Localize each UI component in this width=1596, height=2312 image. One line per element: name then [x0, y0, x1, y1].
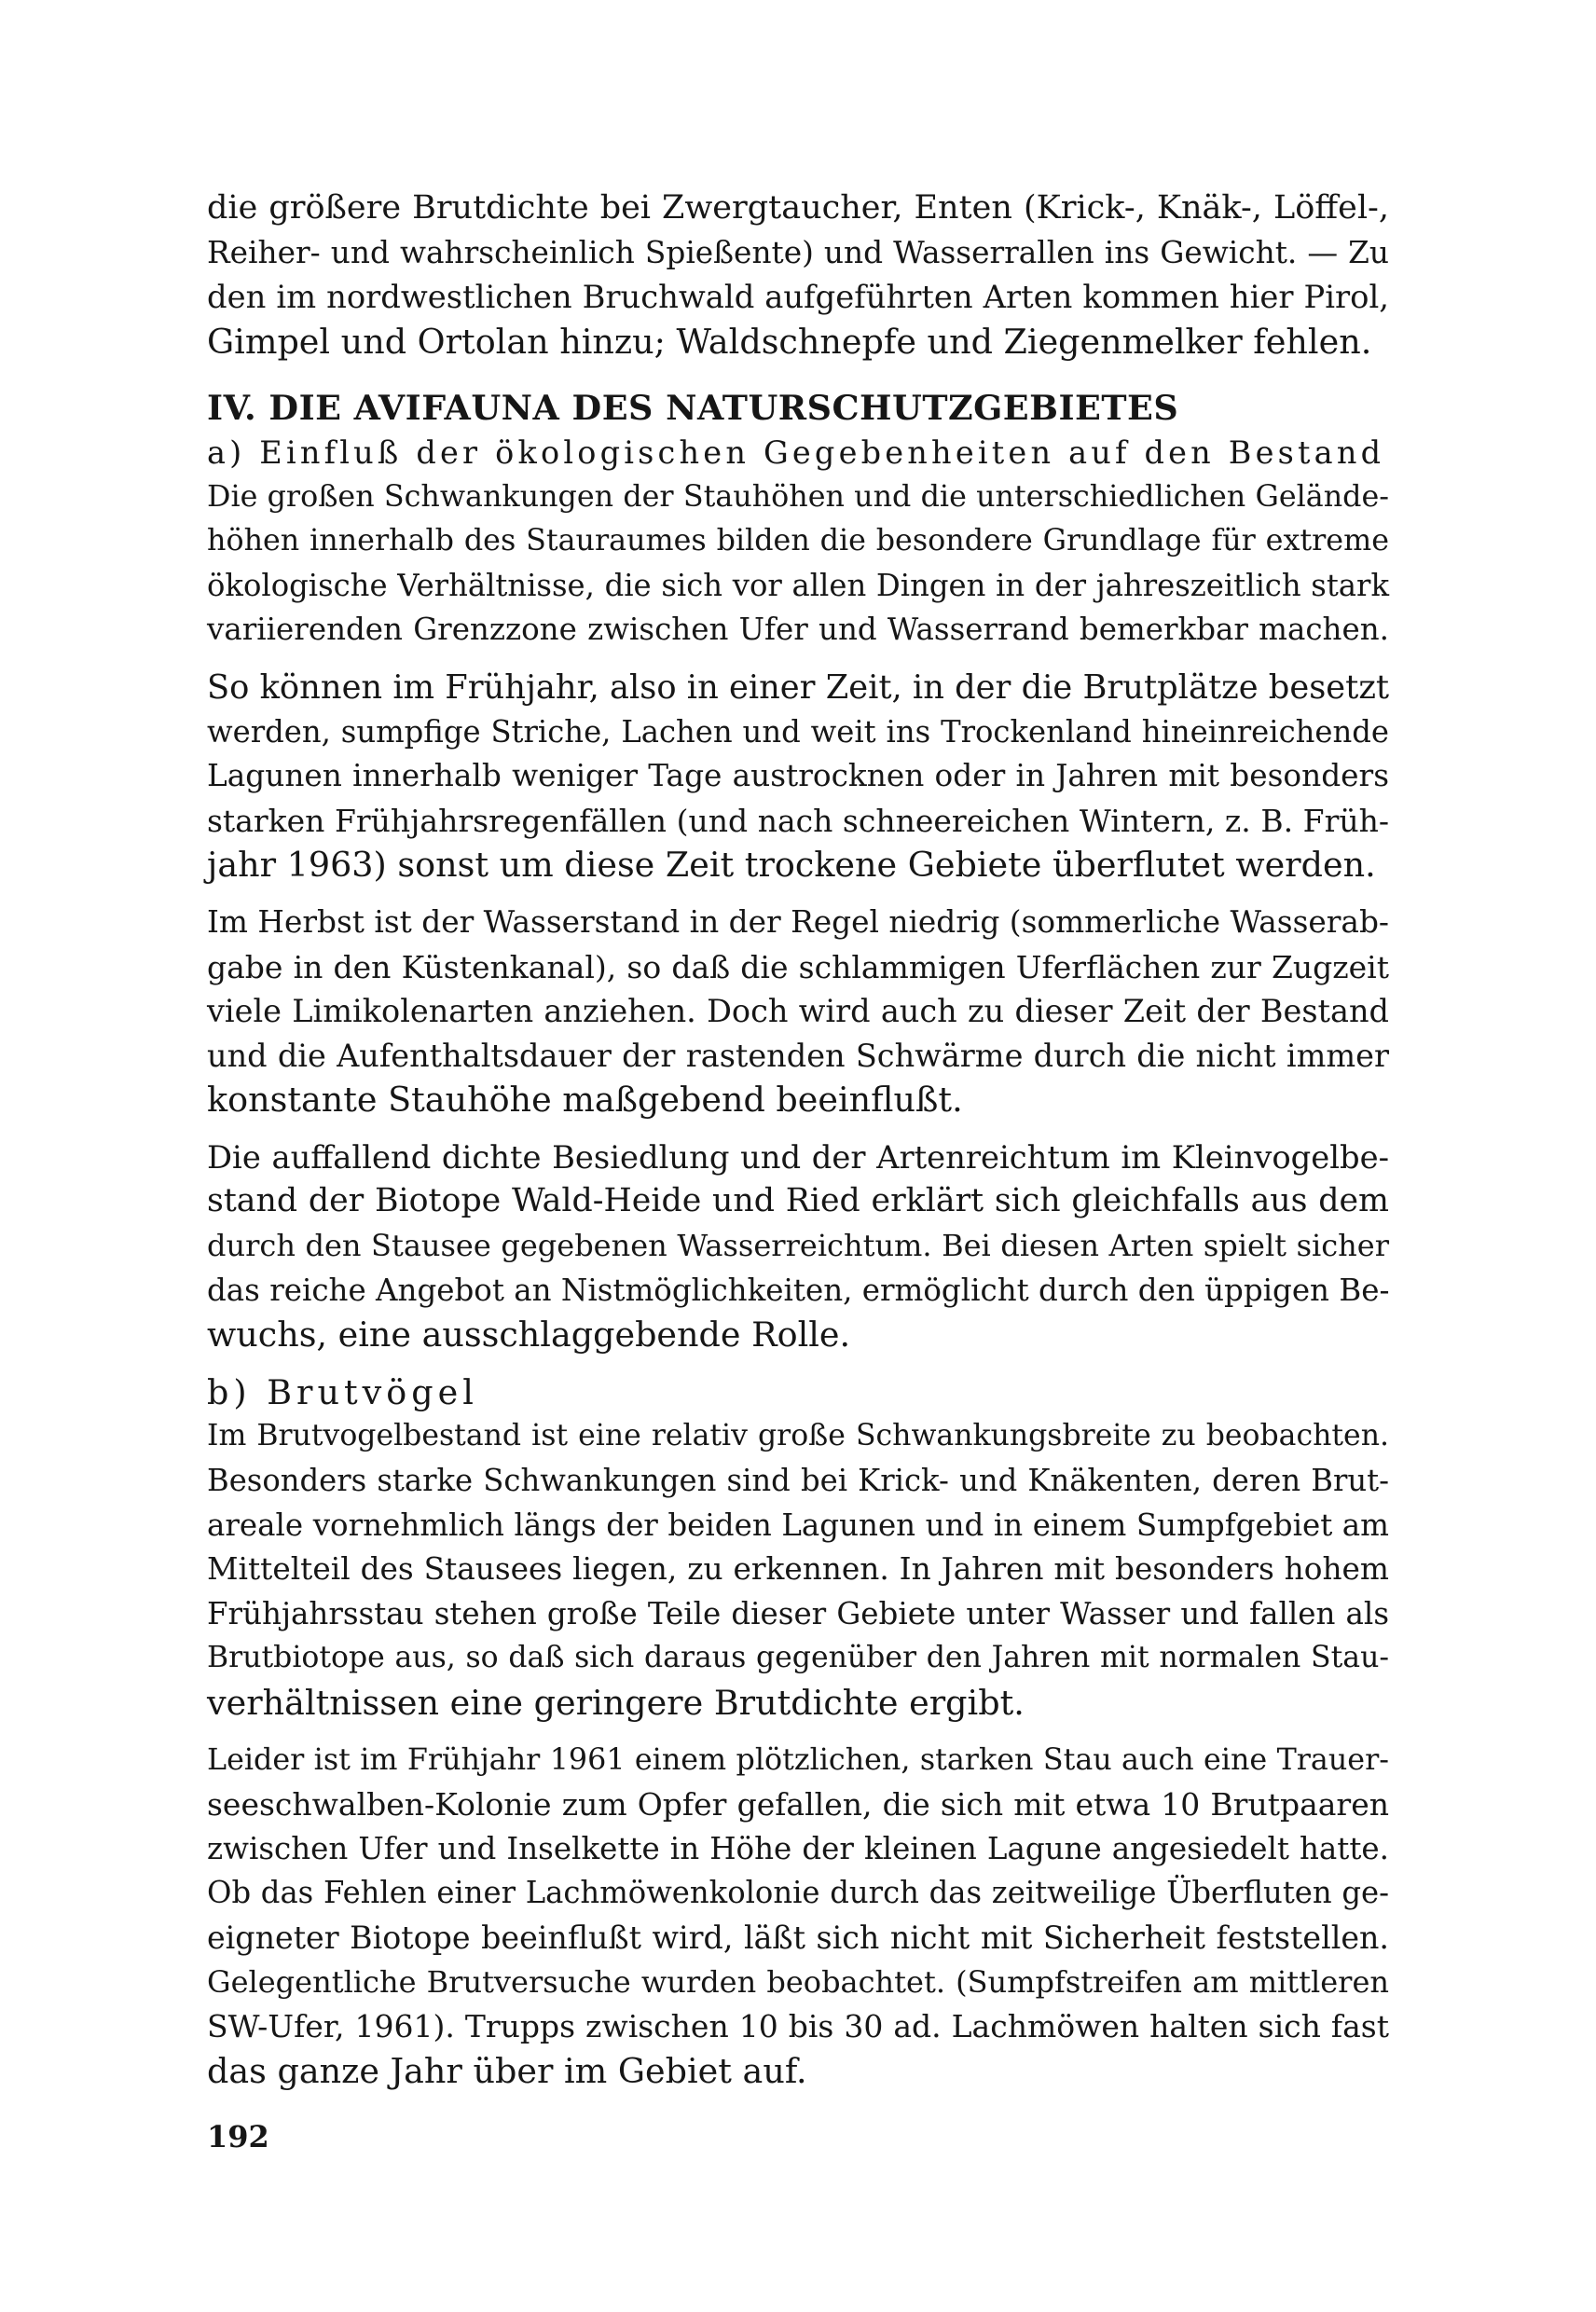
- text-line: Im Brutvogelbestand ist eine relativ große Schwankungsbreite zu beobachten.: [207, 1419, 1389, 1453]
- text-line: So können im Frühjahr, also in einer Zeit, in der die Brutplätze besetzt: [207, 667, 1390, 707]
- text-line: Reiher- und wahrscheinlich Spießente) und Wasserrallen ins Gewicht. — Zu: [207, 234, 1389, 270]
- subsection-a-title: a) Einfluß der ökologischen Gegebenheiten auf den Bestand: [207, 434, 1385, 471]
- intro-paragraph: [207, 186, 1389, 364]
- text-line: das ganze Jahr über im Gebiet auf.: [207, 2050, 807, 2091]
- paragraph-b2: [207, 1739, 1389, 2094]
- text-line: durch den Stausee gegebenen Wasserreichtum. Bei diesen Arten spielt sicher: [207, 1228, 1389, 1264]
- text-line: Gelegentliche Brutversuche wurden beobachtet. (Sumpfstreifen am mittleren: [207, 1963, 1389, 2000]
- text-line: werden, sumpfige Striche, Lachen und weit ins Trockenland hineinreichende: [207, 713, 1389, 750]
- text-line: konstante Stauhöhe maßgebend beeinflußt.: [207, 1080, 963, 1121]
- paragraph-a1: [207, 475, 1389, 653]
- text-line: Brutbiotope aus, so daß sich daraus gegenüber den Jahren mit normalen Stau-: [207, 1641, 1389, 1675]
- text-line: starken Frühjahrsregenfällen (und nach schneereichen Wintern, z. B. Früh-: [207, 802, 1389, 839]
- text-line: höhen innerhalb des Stauraumes bilden die besondere Grundlage für extreme: [207, 524, 1389, 558]
- text-line: variierenden Grenzzone zwischen Ufer und Wasserrand bemerkbar machen.: [207, 612, 1389, 648]
- text-line: wuchs, eine ausschlaggebende Rolle.: [207, 1314, 851, 1356]
- text-line: eigneter Biotope beeinflußt wird, läßt sich nicht mit Sicherheit feststellen.: [207, 1919, 1389, 1956]
- section-heading: IV. DIE AVIFAUNA DES NATURSCHUTZGEBIETES: [207, 388, 1179, 429]
- text-line: Die großen Schwankungen der Stauhöhen und die unterschiedlichen Gelände-: [207, 479, 1389, 514]
- text-line: Lagunen innerhalb weniger Tage austrocknen oder in Jahren mit besonders: [207, 758, 1389, 794]
- text-line: verhältnissen eine geringere Brutdichte ergibt.: [207, 1683, 1025, 1723]
- page-body: [207, 186, 1389, 2093]
- text-line: Frühjahrsstau stehen große Teile dieser Gebiete unter Wasser und fallen als: [207, 1595, 1389, 1631]
- text-line: viele Limikolenarten anziehen. Doch wird auch zu dieser Zeit der Bestand: [207, 993, 1389, 1030]
- text-line: stand der Biotope Wald-Heide und Ried erklärt sich gleichfalls aus dem: [207, 1182, 1389, 1220]
- page-number: 192: [207, 2119, 269, 2154]
- text-line: Die auffallend dichte Besiedlung und der Artenreichtum im Kleinvogelbe-: [207, 1138, 1389, 1176]
- text-line: ökologische Verhältnisse, die sich vor allen Dingen in der jahreszeitlich stark: [207, 567, 1389, 603]
- text-line: areale vornehmlich längs der beiden Lagunen und in einem Sumpfgebiet am: [207, 1507, 1389, 1543]
- text-line: Besonders starke Schwankungen sind bei Krick- und Knäkenten, deren Brut-: [207, 1463, 1389, 1499]
- text-line: zwischen Ufer und Inselkette in Höhe der kleinen Lagune angesiedelt hatte.: [207, 1830, 1389, 1866]
- text-line: gabe in den Küstenkanal), so daß die schlammigen Uferflächen zur Zugzeit: [207, 948, 1389, 985]
- text-line: und die Aufenthaltsdauer der rastenden Schwärme durch die nicht immer: [207, 1037, 1389, 1074]
- text-line: das reiche Angebot an Nistmöglichkeiten, ermöglicht durch den üppigen Be-: [207, 1272, 1390, 1308]
- text-line: jahr 1963) sonst um diese Zeit trockene Gebiete überflutet werden.: [207, 845, 1376, 886]
- text-line: Ob das Fehlen einer Lachmöwenkolonie durch das zeitweilige Überfluten ge-: [207, 1875, 1389, 1911]
- text-line: Gimpel und Ortolan hinzu; Waldschnepfe und Ziegenmelker fehlen.: [207, 321, 1372, 362]
- text-line: seeschwalben-Kolonie zum Opfer gefallen, die sich mit etwa 10 Brutpaaren: [207, 1786, 1389, 1823]
- text-line: Im Herbst ist der Wasserstand in der Regel niedrig (sommerliche Wasserab-: [207, 903, 1389, 940]
- text-line: den im nordwestlichen Bruchwald aufgeführten Arten kommen hier Pirol,: [207, 279, 1389, 316]
- text-line: Mittelteil des Stausees liegen, zu erkennen. In Jahren mit besonders hohem: [207, 1551, 1389, 1588]
- paragraph-a3: [207, 901, 1389, 1122]
- paragraph-a2: [207, 666, 1389, 888]
- text-line: die größere Brutdichte bei Zwergtaucher, Enten (Krick-, Knäk-, Löffel-,: [207, 189, 1389, 227]
- subsection-b-title: b) Brutvögel: [207, 1371, 478, 1412]
- paragraph-b1: [207, 1414, 1389, 1725]
- paragraph-a4: [207, 1135, 1389, 1357]
- text-line: SW-Ufer, 1961). Trupps zwischen 10 bis 30 ad. Lachmöwen halten sich fast: [207, 2008, 1389, 2045]
- text-line: Leider ist im Frühjahr 1961 einem plötzlichen, starken Stau auch eine Trauer-: [207, 1742, 1389, 1777]
